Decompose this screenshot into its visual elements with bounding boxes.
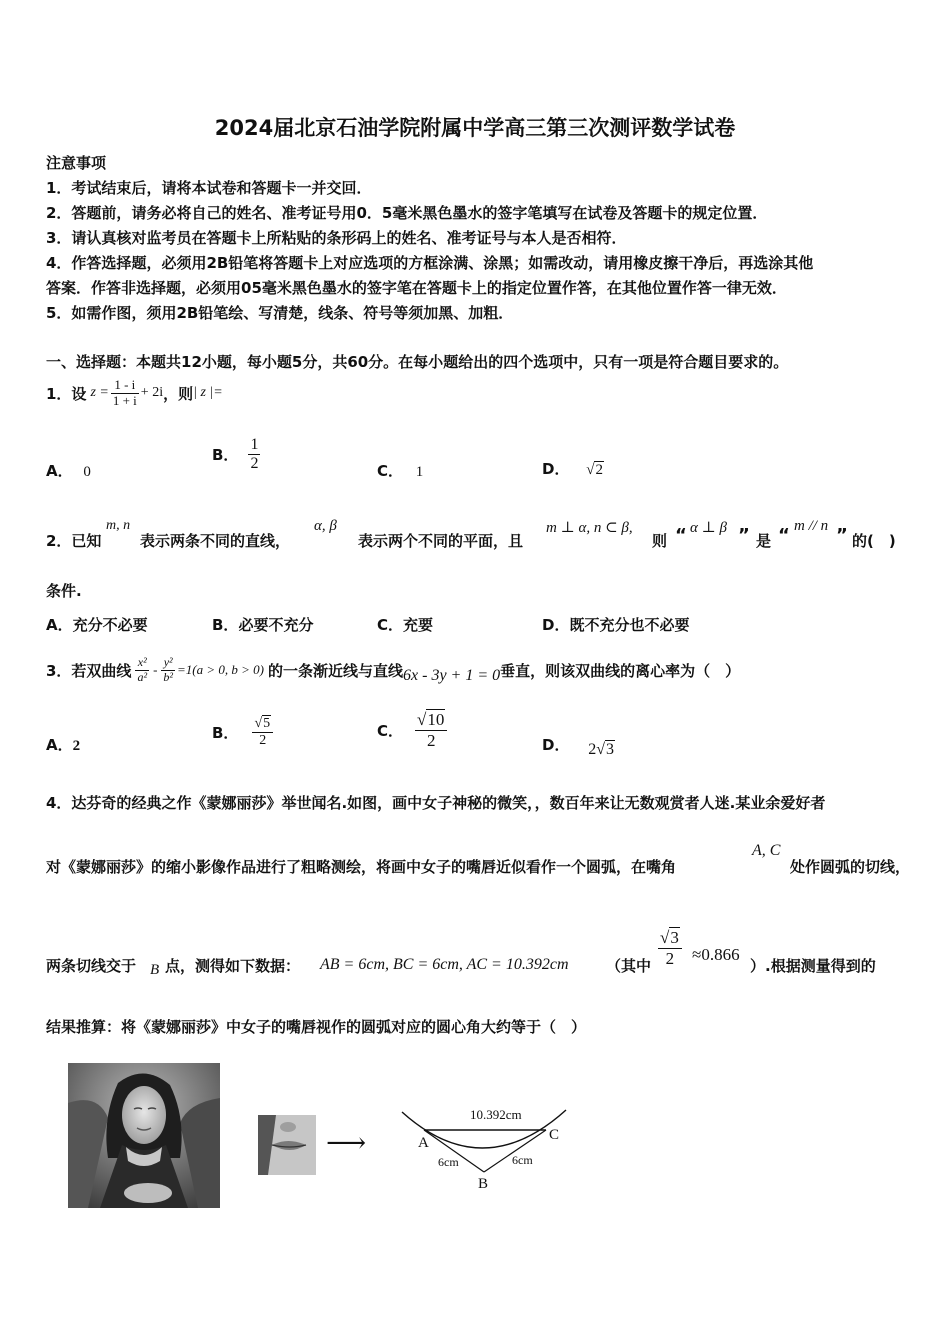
- label-point-c: C: [549, 1127, 560, 1143]
- option-denominator: 2: [250, 455, 259, 473]
- q4-data: AB = 6cm, BC = 6cm, AC = 10.392cm: [320, 956, 569, 973]
- q1-option-b: [212, 436, 260, 474]
- option-label: C．: [377, 721, 404, 740]
- option-fraction: [248, 436, 260, 474]
- q1-prefix: 1．设: [46, 384, 87, 403]
- q3-option-c: [377, 710, 447, 750]
- label-ab-length: 6cm: [438, 1155, 459, 1169]
- q2-quote: ”: [738, 525, 750, 546]
- option-label: B．: [212, 724, 239, 743]
- q3-frac-x: [135, 656, 149, 685]
- q2-quote: “: [675, 525, 687, 546]
- q2-alpha-beta: α, β: [314, 518, 337, 534]
- sqrt-symbol: √: [586, 462, 595, 478]
- question-3: [46, 648, 740, 692]
- note-item: 1．考试结束后，请将本试卷和答题卡一并交回．: [46, 179, 372, 197]
- option-radicand: 3: [606, 741, 615, 758]
- q2-text-lines: 表示两条不同的直线，: [140, 532, 291, 550]
- mona-lisa-image: [68, 1063, 220, 1208]
- q2-text-planes: 表示两个不同的平面，且: [358, 532, 524, 550]
- q4-line-4: 结果推算：将《蒙娜丽莎》中女子的嘴唇视作的圆弧对应的圆心角大约等于（ ）: [46, 1018, 587, 1036]
- option-radicand: 5: [263, 716, 271, 731]
- sqrt-symbol: √: [660, 928, 670, 947]
- q3-a2: a²: [137, 669, 148, 684]
- q4-line-3b: 点，测得如下数据：: [165, 957, 301, 975]
- q1-option-d: [542, 458, 604, 479]
- option-value: 1: [415, 464, 424, 480]
- option-radicand: 2: [595, 462, 603, 478]
- q3-x2: x²: [135, 656, 149, 671]
- q1-mid: ，则: [163, 384, 194, 403]
- option-numerator: 1: [248, 436, 260, 455]
- option-label: D．: [542, 736, 570, 754]
- question-1: [46, 378, 223, 409]
- lips-drawing: [258, 1115, 316, 1175]
- q2-cond-1: α ⊥ β: [690, 520, 727, 536]
- option-label: A．: [46, 736, 73, 754]
- q2-line2: 条件.: [46, 582, 82, 600]
- q2-is: 是: [756, 532, 772, 550]
- q3-frac-y: [161, 656, 175, 685]
- q3-minus: -: [153, 662, 158, 677]
- q1-option-c: [377, 460, 423, 481]
- q4-line-1: 4．达芬奇的经典之作《蒙娜丽莎》举世闻名.如图，画中女子神秘的微笑，，数百年来让无数观赏者人迷.某业余爱好者: [46, 794, 826, 812]
- sqrt-symbol: √: [596, 741, 606, 758]
- q2-option-a: A．充分不必要: [46, 616, 148, 634]
- label-point-b: B: [478, 1176, 489, 1192]
- option-fraction: [252, 716, 273, 749]
- lips-image: [258, 1115, 316, 1175]
- q3-line: 6x - 3y + 1 = 0: [403, 667, 501, 684]
- q2-then: 则: [652, 532, 668, 550]
- label-ac-length: 10.392cm: [470, 1107, 522, 1122]
- option-value: 2: [72, 738, 81, 754]
- mona-lisa-drawing: [68, 1063, 220, 1208]
- q2-prefix: 2．已知: [46, 532, 102, 550]
- q2-quote: ”: [836, 525, 848, 546]
- sqrt-symbol: √: [417, 710, 427, 729]
- note-item: 2．答题前，请务必将自己的姓名、准考证号用0．5毫米黑色墨水的签字笔填写在试卷及答题卡的规定位置．: [46, 204, 768, 222]
- sqrt-symbol: √: [254, 716, 263, 731]
- option-denominator: 2: [259, 733, 267, 749]
- q4-line-3d: ）.根据测量得到的: [750, 957, 876, 975]
- q4-b: B: [150, 962, 160, 978]
- option-label: D．: [542, 460, 570, 478]
- q2-cond-2: m // n: [794, 518, 829, 534]
- q4-line-3c: （其中: [606, 957, 652, 975]
- q1-numerator: 1 - i: [111, 378, 139, 394]
- q3-prefix: 3．若双曲线: [46, 661, 132, 680]
- q3-mid: 的一条渐近线与直线: [268, 661, 404, 680]
- option-denominator: 2: [426, 730, 436, 750]
- page-title: 2024届北京石油学院附属中学高三第三次测评数学试卷: [214, 116, 736, 140]
- q3-option-a: [46, 734, 80, 755]
- q2-mn: m, n: [106, 518, 131, 533]
- option-value: 0: [83, 464, 91, 480]
- option-label: A．: [46, 462, 73, 480]
- q4-radicand: 3: [670, 928, 679, 947]
- q2-condition: m ⊥ α, n ⊂ β,: [546, 520, 633, 536]
- q3-option-d: [542, 734, 615, 758]
- q1-fraction: [111, 378, 139, 409]
- q4-ac: A, C: [752, 842, 781, 859]
- note-item: 5．如需作图，须用2B铅笔绘、写清楚，线条、符号等须加黑、加粗．: [46, 304, 514, 322]
- q4-approx: ≈0.866: [692, 945, 740, 964]
- q1-option-a: [46, 460, 91, 481]
- q4-fraction: [658, 928, 682, 968]
- arrow-icon: ⟶: [326, 1128, 367, 1159]
- q2-quote: “: [778, 525, 790, 546]
- note-item: 4．作答选择题，必须用2B铅笔将答题卡上对应选项的方框涂满、涂黑；如需改动，请用橡皮擦干净后，再选涂其他: [46, 254, 814, 272]
- option-label: B．: [212, 446, 239, 465]
- q3-suffix: 垂直，则该双曲线的离心率为（ ）: [500, 661, 741, 680]
- q3-option-b: [212, 716, 273, 749]
- section-heading: 一、选择题：本题共12小题，每小题5分，共60分。在每小题给出的四个选项中，只有一项是符合题目要求的。: [46, 353, 789, 371]
- q1-denominator: 1 + i: [112, 392, 137, 408]
- q2-option-b: B．必要不充分: [212, 616, 314, 634]
- note-item: 答案．作答非选择题，必须用05毫米黑色墨水的签字笔在答题卡上的指定位置作答，在其他位置作答一律无效．: [46, 279, 787, 297]
- q1-z-eq: z =: [90, 385, 109, 401]
- q2-option-c: C．充要: [377, 616, 434, 634]
- option-coef: 2: [588, 741, 597, 758]
- notes-heading: 注意事项: [46, 154, 107, 172]
- q1-plus: + 2i: [140, 385, 164, 401]
- option-fraction: [415, 710, 447, 750]
- note-item: 3．请认真核对监考员在答题卡上所粘贴的条形码上的姓名、准考证号与本人是否相符．: [46, 229, 627, 247]
- q3-y2: y²: [161, 656, 175, 671]
- q3-b2: b²: [163, 669, 174, 684]
- q4-line-3a: 两条切线交于: [46, 957, 137, 975]
- q3-eq: =1(a > 0, b > 0): [177, 662, 264, 677]
- q4-line-2a: 对《蒙娜丽莎》的缩小影像作品进行了粗略测绘，将画中女子的嘴唇近似看作一个圆弧，在嘴角: [46, 858, 677, 876]
- label-bc-length: 6cm: [512, 1153, 533, 1167]
- q2-option-d: D．既不充分也不必要: [542, 616, 690, 634]
- q2-suffix: 的( ): [852, 532, 896, 550]
- q4-denominator: 2: [665, 948, 675, 968]
- option-radicand: 10: [427, 710, 445, 729]
- q1-abs: | z |=: [193, 385, 223, 401]
- label-point-a: A: [418, 1135, 429, 1151]
- option-label: C．: [377, 462, 404, 480]
- q4-line-2b: 处作圆弧的切线，: [790, 858, 911, 876]
